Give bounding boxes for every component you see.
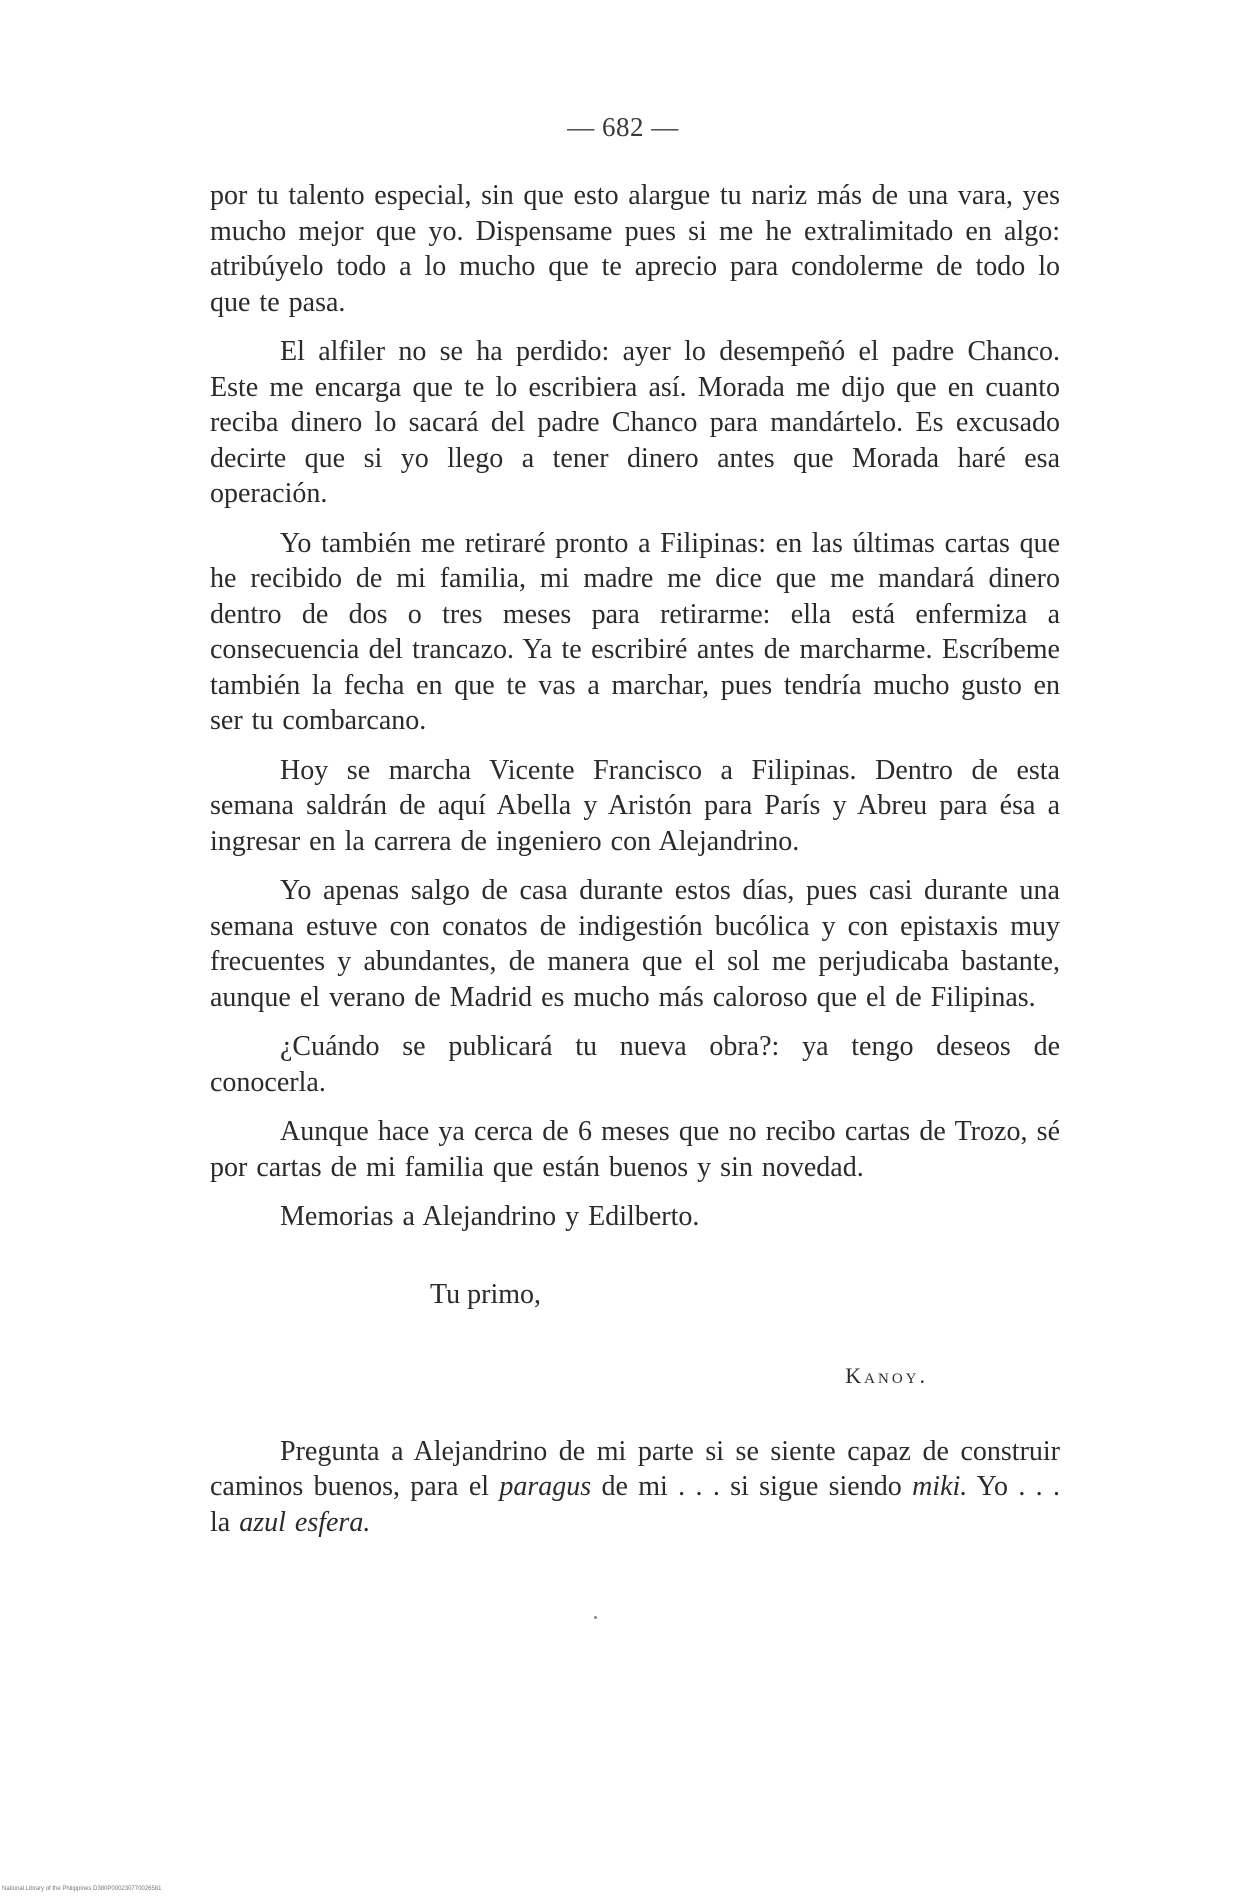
paragraph-3: Yo también me retiraré pronto a Filipinas: en las últimas cartas que he recibido de mi familia, mi madre me dice que me mandará dinero dentro de dos o tres meses para retirarme: ella está enfermiza a consecuencia del trancazo. Ya te escribiré antes de marcharme. Escríbeme también la fecha en que te vas a marchar, pues tendría mucho gusto en ser tu combarcano. (210, 527, 1060, 736)
postscript-italic-azul-esfera: azul esfera. (239, 1506, 371, 1538)
stray-dot (594, 1616, 597, 1619)
memorias-line: Memorias a Alejandrino y Edilberto. (280, 1201, 700, 1232)
letter-body (210, 178, 1060, 1554)
postscript-text-1: Pregunta a Alejandrino de mi parte si se siente capaz de construir caminos buenos, para el (210, 1435, 1060, 1502)
paragraph-2: El alfiler no se ha perdido: ayer lo desempeñó el padre Chanco. Este me encarga que te lo escribiera así. Morada me dijo que en cuanto reciba dinero lo sacará del padre Chanco para mandártelo. Es excusado decirte que si yo llego a tener dinero antes que Morada haré esa operación. (210, 336, 1060, 509)
postscript-italic-miki: miki. (912, 1471, 968, 1502)
postscript-italic-paragus: paragus (499, 1471, 592, 1502)
footer-credit: National Library of the Philippines D380P000230770026581 (2, 1886, 162, 1892)
paragraph-1: por tu talento especial, sin que esto alargue tu nariz más de una vara, yes mucho mejor que yo. Dispensame pues si me he extralimitado en algo: atribúyelo todo a lo mucho que te aprecio para condolerme de todo lo que te pasa. (210, 180, 1060, 318)
postscript-text-2: de mi . . . si sigue siendo (591, 1471, 913, 1502)
page-number: — 682 — (567, 112, 679, 142)
postscript (210, 1434, 1060, 1541)
paragraph-4: Hoy se marcha Vicente Francisco a Filipinas. Dentro de esta semana saldrán de aquí Abella y Aristón para París y Abreu para ésa a ingresar en la carrera de ingeniero con Alejandrino. (210, 754, 1060, 857)
paragraph-5: Yo apenas salgo de casa durante estos días, pues casi durante una semana estuve con conatos de indigestión bucólica y con epistaxis muy frecuentes y abundantes, de manera que el sol me perjudicaba bastante, aunque el verano de Madrid es mucho más caloroso que el de Filipinas. (210, 875, 1060, 1013)
paragraph-6: ¿Cuándo se publicará tu nueva obra?: ya tengo deseos de conocerla. (210, 1031, 1060, 1098)
paragraph-7: Aunque hace ya cerca de 6 meses que no recibo cartas de Trozo, sé por cartas de mi familia que están buenos y sin novedad. (210, 1116, 1060, 1183)
closing-line: Tu primo, (430, 1278, 542, 1310)
postscript-text-3: Yo . . . la (210, 1471, 1060, 1538)
signature: Kanoy. (845, 1363, 928, 1388)
